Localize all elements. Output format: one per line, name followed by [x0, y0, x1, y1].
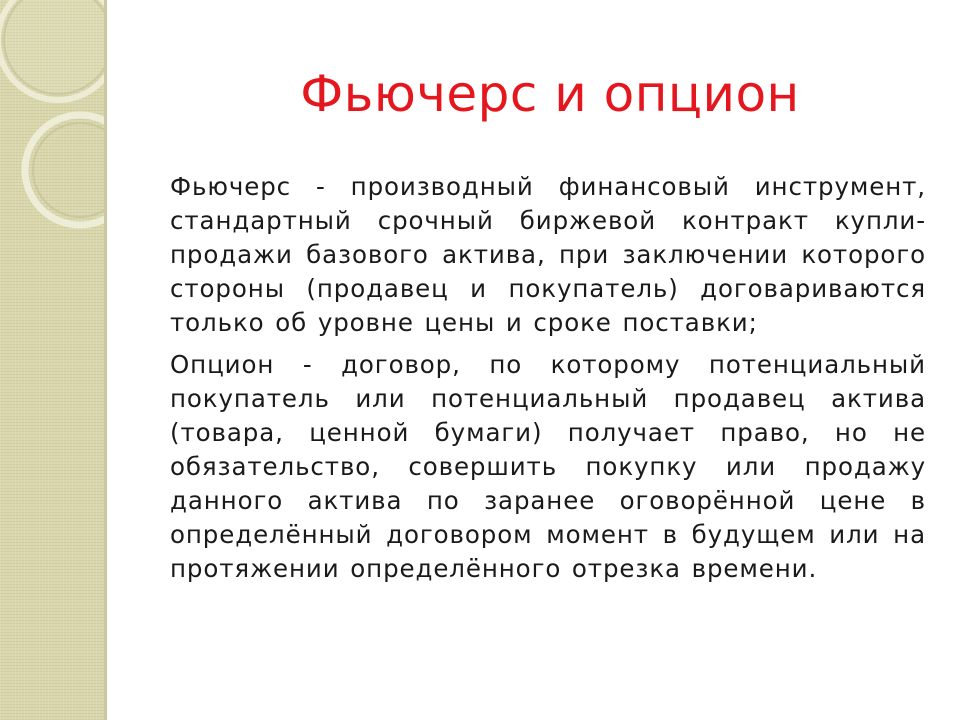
side-strip-edge [104, 0, 107, 720]
decorative-side-strip [0, 0, 107, 720]
decorative-ring-top-inner [4, 0, 107, 94]
slide-title: Фьючерс и опцион [300, 65, 800, 123]
slide-body [170, 170, 926, 586]
decorative-ring-middle-inner [33, 123, 107, 217]
paragraph-option: Опцион - договор, по которому потенциальный покупатель или потенциальный продавец актива (товара, ценной бумаги) получает право, но не обязательство, совершить покупку или продажу данного актива по заранее оговорённой цене в определённый договором момент в будущем или на протяжении определённого отрезка времени. [170, 350, 926, 583]
decorative-ring-middle [25, 115, 107, 225]
paragraph-futures: Фьючерс - производный финансовый инструмент, стандартный срочный биржевой контракт купли-продажи базового актива, при заключении которого стороны (продавец и покупатель) договариваются только об уровне цены и сроке поставки; [170, 172, 926, 337]
decorative-rings [0, 0, 107, 720]
